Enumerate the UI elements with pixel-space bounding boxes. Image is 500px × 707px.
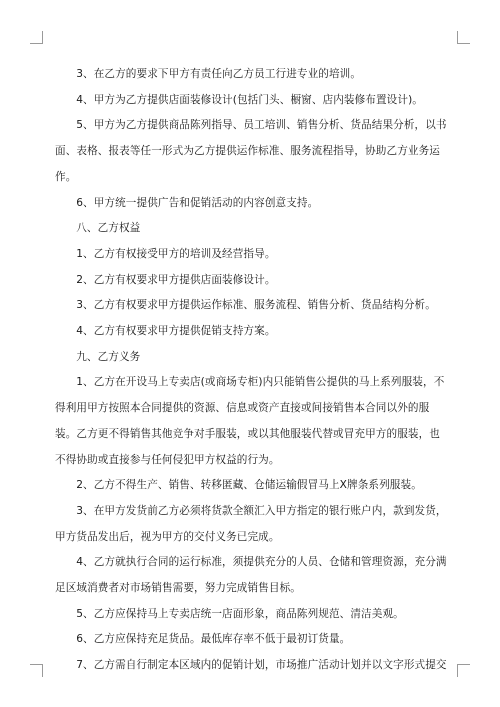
section-heading: 八、乙方权益 [76,222,141,235]
section-heading: 九、乙方义务 [76,350,141,363]
paragraph: 5、甲方为乙方提供商品陈列指导、员工培训、销售分析、货品结果分析，以书面、表格、报表等任一形式为乙方提供运作标准、服务流程指导，协助乙方业务运作。 [55,119,447,183]
paragraph: 3、在甲方发货前乙方必须将货款全额汇入甲方指定的银行账户内，款到发货，甲方货品发出后，视为甲方的交付义务已完成。 [55,504,447,543]
paragraph: 1、乙方在开设马上专卖店(或商场专柜)内只能销售公提供的马上系列服装，不得利用甲方按照本合同提供的资源、信息或资产直接或间接销售本合同以外的服装。乙方更不得销售其他竞争对手服装，或以其他服装代替或冒充甲方的服装，也不得协助或直接参与任何侵犯甲方权益的行为。 [55,376,445,466]
paragraph: 3、乙方有权要求甲方提供运作标准、服务流程、销售分析、货品结构分析。 [76,299,436,312]
paragraph: 4、甲方为乙方提供店面装修设计(包括门头、橱窗、店内装修布置设计)。 [76,93,423,106]
paragraph: 4、乙方就执行合同的运行标准，须提供充分的人员、仓储和管理资源，充分满足区域消费者对市场销售需要，努力完成销售目标。 [55,556,447,595]
document-body [55,62,447,679]
paragraph: 6、甲方统一提供广告和促销活动的内容创意支持。 [76,196,319,209]
paragraph: 1、乙方有权接受甲方的培训及经营指导。 [76,247,276,260]
corner-mark-bottom-right [457,664,470,677]
paragraph: 6、乙方应保持充足货品。最低库存率不低于最初订货量。 [76,633,351,646]
paragraph: 3、在乙方的要求下甲方有责任向乙方员工行进专业的培训。 [76,68,362,80]
paragraph: 4、乙方有权要求甲方提供促销支持方案。 [76,325,276,338]
paragraph: 2、乙方有权要求甲方提供店面装修设计。 [76,273,276,286]
corner-mark-top-left [30,31,43,44]
corner-mark-top-right [457,31,470,44]
paragraph: 5、乙方应保持马上专卖店统一店面形象，商品陈列规范、清洁美观。 [76,607,404,620]
paragraph: 2、乙方不得生产、销售、转移匿藏、仓储运输假冒马上X牌条系列服装。 [76,479,422,492]
corner-mark-bottom-left [30,664,43,677]
paragraph: 7、乙方需自行制定本区域内的促销计划，市场推广活动计划并以文字形式提交 [76,659,447,672]
